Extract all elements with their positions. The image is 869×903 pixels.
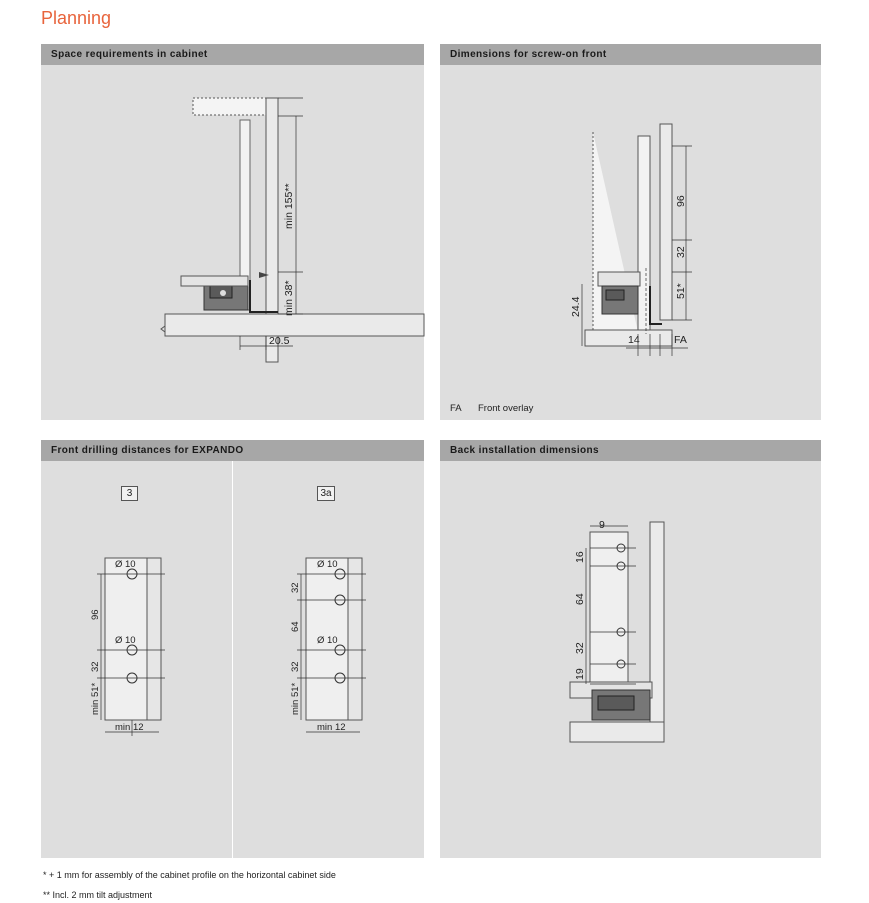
front-drilling-diagram: [41, 440, 424, 858]
panel-front-drilling: [41, 440, 424, 858]
dim-min51: min 51*: [290, 682, 301, 715]
dim-64: 64: [574, 593, 586, 605]
panel-title: Back installation dimensions: [440, 440, 821, 461]
dim-96: 96: [675, 195, 687, 207]
footnote-2: ** Incl. 2 mm tilt adjustment: [43, 890, 153, 900]
legend-fa-abbr: FA: [450, 403, 462, 414]
dim-19: 19: [574, 668, 586, 680]
dim-51: 51*: [675, 283, 687, 299]
dim-64: 64: [290, 621, 301, 632]
dim-min155: min 155**: [283, 183, 295, 229]
space-requirements-diagram: [41, 44, 424, 420]
dim-14: 14: [628, 334, 640, 346]
page-title: Planning: [41, 8, 112, 28]
dim-16: 16: [574, 551, 586, 563]
dim-32-lower: 32: [290, 661, 301, 672]
panel-back-installation: [440, 440, 821, 858]
dim-min51: min 51*: [90, 682, 101, 715]
dim-96: 96: [90, 609, 101, 620]
dia-10-lower: Ø 10: [317, 635, 338, 646]
dim-min12: min 12: [115, 722, 144, 733]
dia-10-upper: Ø 10: [115, 559, 136, 570]
dim-9: 9: [599, 519, 605, 531]
panel-space-requirements: [41, 44, 424, 420]
dim-24-4: 24.4: [570, 296, 582, 317]
dim-32-upper: 32: [290, 582, 301, 593]
footnote-1: * + 1 mm for assembly of the cabinet profile on the horizontal cabinet side: [43, 870, 336, 880]
panel-title: Front drilling distances for EXPANDO: [41, 440, 424, 461]
dim-fa: FA: [674, 334, 687, 346]
dim-min38: min 38*: [283, 280, 295, 316]
variant-3a-label: 3a: [317, 486, 335, 501]
dim-32: 32: [675, 246, 687, 258]
panel-title: Space requirements in cabinet: [41, 44, 424, 65]
dim-min12: min 12: [317, 722, 346, 733]
back-installation-diagram: [440, 440, 821, 858]
panel-screw-on-front: [440, 44, 821, 420]
variant-3-label: 3: [121, 486, 138, 501]
legend-fa-text: Front overlay: [478, 403, 534, 414]
dim-20-5: 20.5: [269, 335, 290, 347]
dia-10-upper: Ø 10: [317, 559, 338, 570]
dia-10-lower: Ø 10: [115, 635, 136, 646]
dim-32: 32: [90, 661, 101, 672]
dim-32: 32: [574, 642, 586, 654]
panel-title: Dimensions for screw-on front: [440, 44, 821, 65]
screw-on-front-diagram: [440, 44, 821, 420]
